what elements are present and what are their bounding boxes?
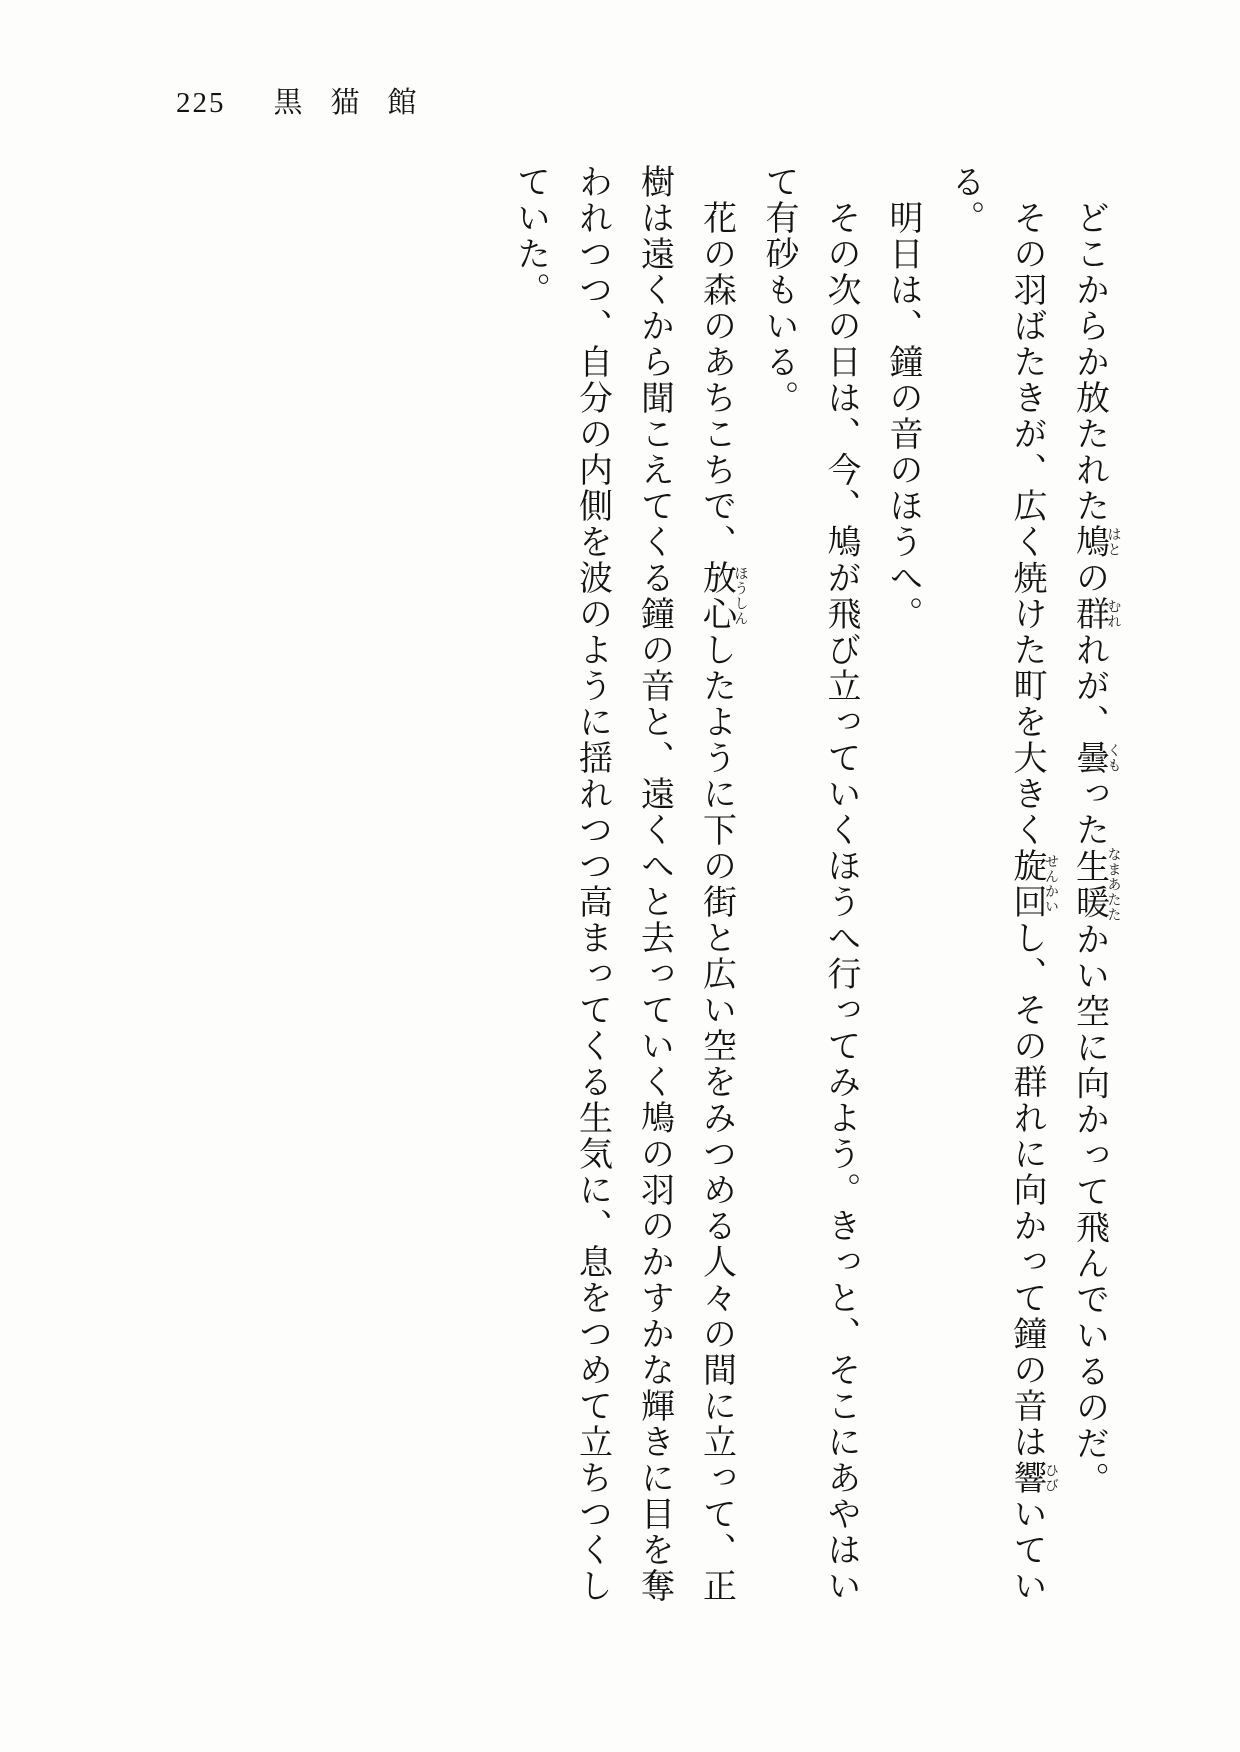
text-body (496, 164, 1120, 1606)
furigana-annotated-text: 群むれ (1070, 596, 1121, 632)
furigana-reading: ひび (1043, 1460, 1058, 1496)
furigana-annotated-text: 曇くも (1070, 740, 1121, 776)
furigana-annotated-text: 生暖なまあたた (1070, 847, 1121, 923)
page-number: 225 (176, 87, 226, 119)
furigana-reading: せんかい (1043, 848, 1058, 920)
paragraph-3: 明日は、鐘の音のほうへ。 (884, 200, 921, 632)
paragraph-5: 花の森のあちこちで、放心ほうしんしたように下の街と広い空をみつめる人々の間に立って、正樹は遠くから聞こえてくる鐘の音と、遠くへと去っていく鳩の羽のかすかな輝きに目を奪われつつ、自分の内側を波のように揺れつつ高まってくる生気に、息をつめて立ちつくしていた。 (511, 164, 748, 1604)
furigana-reading: くも (1105, 740, 1121, 776)
paragraph-4: その次の日は、今、鳩が飛び立っていくほうへ行ってみよう。きっと、そこにあやはいて有砂もいる。 (760, 164, 859, 1604)
furigana-annotated-text: 放心ほうしん (697, 560, 748, 632)
paragraph-2: その羽ばたきが、広く焼けた町を大きく旋回せんかいし、その群れに向かって鐘の音は響ひびいている。 (946, 164, 1058, 1604)
furigana-reading: ほうしん (732, 560, 748, 632)
paragraph-1: どこからか放たれた鳩はとの群むれれが、曇くもった生暖なまあたたかい空に向かって飛んでいるのだ。 (1070, 200, 1121, 1498)
furigana-annotated-text: 鳩はと (1070, 524, 1121, 560)
furigana-reading: むれ (1105, 596, 1121, 632)
furigana-annotated-text: 旋回せんかい (1008, 848, 1058, 920)
running-title: 黒猫館 (273, 87, 445, 119)
page-header (176, 80, 445, 121)
furigana-annotated-text: 響ひび (1008, 1460, 1058, 1496)
furigana-reading: はと (1105, 524, 1121, 560)
furigana-reading: なまあたた (1105, 847, 1121, 923)
